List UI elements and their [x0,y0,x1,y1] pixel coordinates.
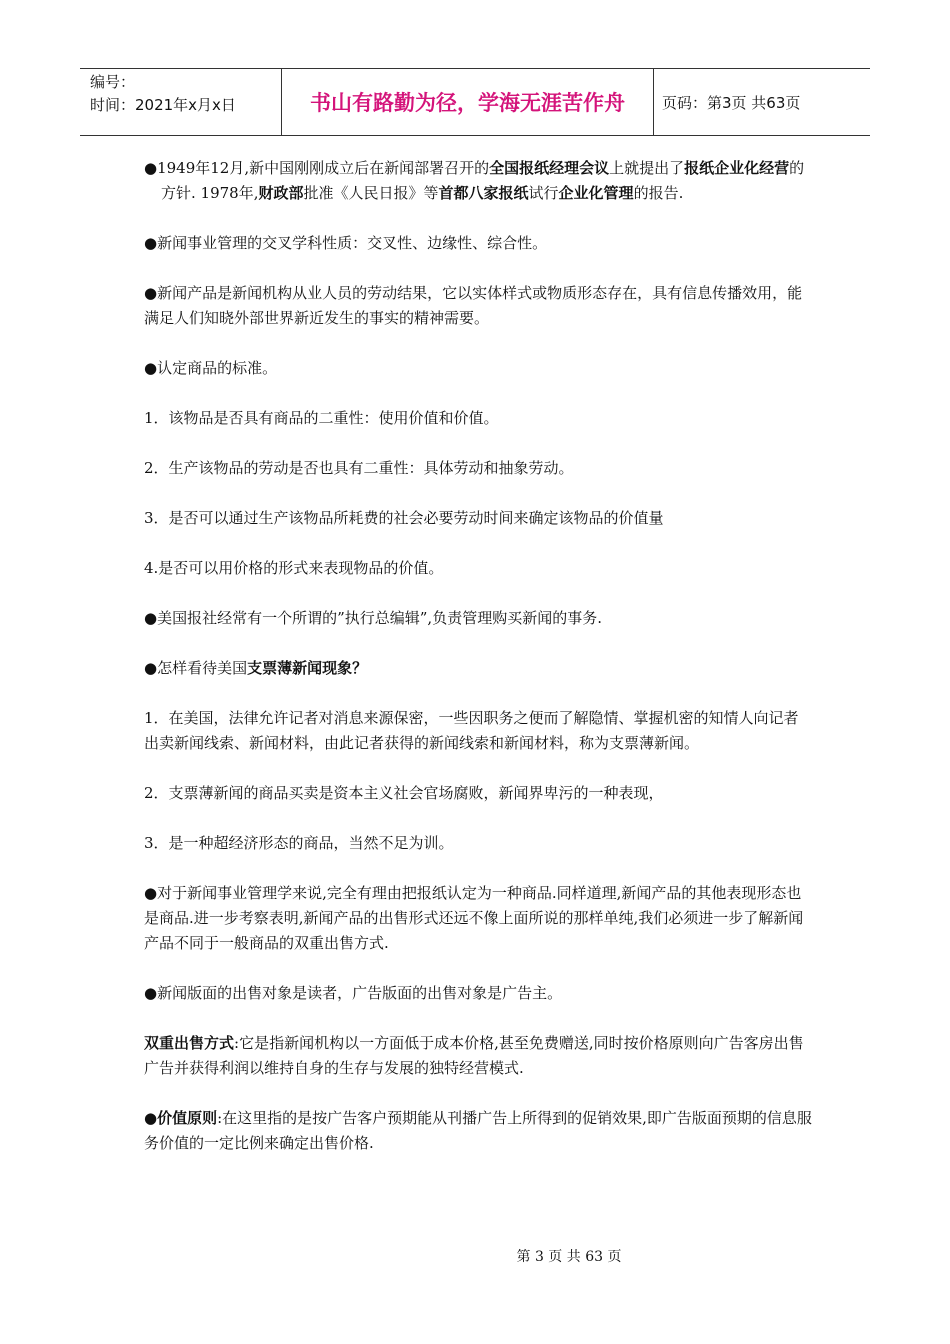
paragraph [144,456,812,481]
header-page-info: 页码：第3页 共63页 [662,93,801,112]
text-run: 3．是一种超经济形态的商品，当然不足为训。 [144,834,454,852]
bold-term: 价值原则 [157,1109,218,1127]
text-run: 上就提出了 [609,159,685,177]
text-run: ●认定商品的标准。 [144,359,278,377]
paragraph [144,556,812,581]
text-run: 批准《人民日报》等 [303,184,439,202]
paragraph [144,406,812,431]
bold-term: 首都八家报纸 [438,184,529,202]
bold-term: 财政部 [258,184,304,202]
text-run: :它是指新闻机构以一方面低于成本价格,甚至免费赠送,同时按价格原则向广告客房出售广告并获得利润以维持自身的生存与发展的独特经营模式. [144,1034,804,1077]
footer-page-number: 第 3 页 共 63 页 [516,1249,622,1265]
document-number-label: 编号： [90,73,136,91]
paragraph [144,881,812,956]
text-run: 2．生产该物品的劳动是否也具有二重性：具体劳动和抽象劳动。 [144,459,574,477]
text-run: :在这里指的是按广告客户预期能从刊播广告上所得到的促销效果,即广告版面预期的信息服务价值的一定比例来确定出售价格. [144,1109,812,1152]
bold-term: 支票薄新闻现象？ [247,659,368,677]
page-header [80,68,870,136]
text-run: ●1949年12月,新中国刚刚成立后在新闻部署召开的 [144,159,490,177]
text-run: ●新闻产品是新闻机构从业人员的劳动结果，它以实体样式或物质形态存在，具有信息传播效用，能满足人们知晓外部世界新近发生的事实的精神需要。 [144,284,803,327]
text-run: 试行 [528,184,559,202]
paragraph [144,981,812,1006]
text-run: ●新闻事业管理的交叉学科性质：交叉性、边缘性、综合性。 [144,234,548,252]
paragraph [144,506,812,531]
paragraph [144,231,812,256]
bold-term: 全国报纸经理会议 [489,159,610,177]
header-motto: 书山有路勤为径，学海无涯苦作舟 [282,69,654,135]
text-run: 1．在美国，法律允许记者对消息来源保密，一些因职务之便而了解隐情、掌握机密的知情人向记者出卖新闻线索、新闻材料，由此记者获得的新闻线索和新闻材料，称为支票薄新闻。 [144,709,799,752]
text-run: ●新闻版面的出售对象是读者，广告版面的出售对象是广告主。 [144,984,563,1002]
paragraph [144,156,812,206]
paragraph [144,831,812,856]
paragraph [144,656,812,681]
text-run: 4.是否可以用价格的形式来表现物品的价值。 [144,559,444,577]
document-body [144,156,812,1181]
text-run: 的方针. 1978年, [161,159,805,202]
paragraph [144,606,812,631]
paragraph [144,1106,812,1156]
text-run: ●美国报社经常有一个所谓的”执行总编辑”,负责管理购买新闻的事务. [144,609,602,627]
text-run: 的报告. [633,184,684,202]
text-run: 2．支票薄新闻的商品买卖是资本主义社会官场腐败，新闻界卑污的一种表现， [144,784,664,802]
bold-term: 企业化管理 [558,184,634,202]
text-run: 3．是否可以通过生产该物品所耗费的社会必要劳动时间来确定该物品的价值量 [144,509,664,527]
paragraph [144,706,812,756]
text-run: ●对于新闻事业管理学来说,完全有理由把报纸认定为一种商品.同样道理,新闻产品的其他表现形态也是商品.进一步考察表明,新闻产品的出售形式还远不像上面所说的那样单纯,我们必须进一步了解新闻产品不同于一般商品的双重出售方式. [144,884,804,952]
header-meta-cell [80,69,282,135]
text-run: ●怎样看待美国 [144,659,248,677]
text-run: 1．该物品是否具有商品的二重性：使用价值和价值。 [144,409,499,427]
paragraph [144,1031,812,1081]
bold-term: 报纸企业化经营 [684,159,790,177]
text-run: ● [144,1109,158,1127]
paragraph [144,281,812,331]
page-footer [0,1246,950,1266]
document-date-label: 时间：2021年x月x日 [90,96,236,114]
paragraph [144,356,812,381]
paragraph [144,781,812,806]
bold-term: 双重出售方式 [144,1034,235,1052]
